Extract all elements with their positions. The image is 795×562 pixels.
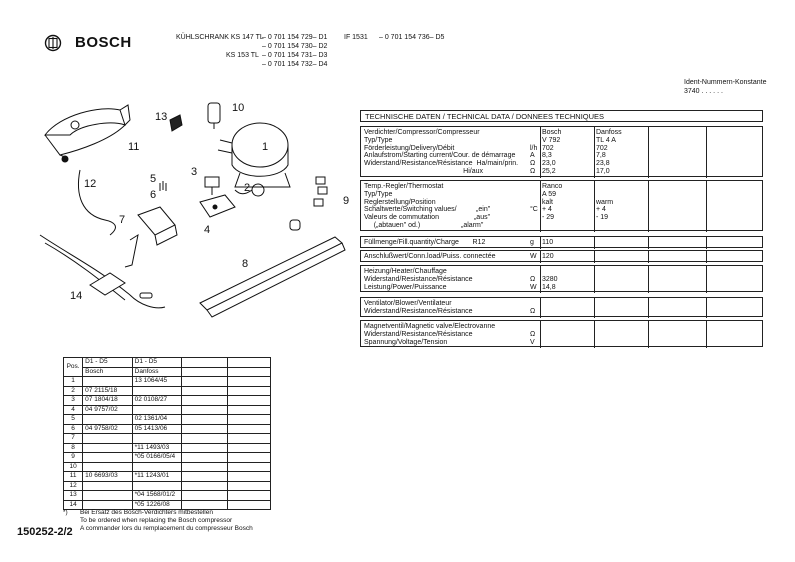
tech-label: Valeurs de commutation „aus" <box>364 214 491 222</box>
parts-cell <box>182 396 227 406</box>
tech-label: Schaltwerte/Switching values/ „ein" <box>364 206 491 214</box>
parts-pos: 2 <box>64 386 83 396</box>
parts-cell <box>227 472 270 482</box>
tech-label: Widerstand/Resistance/Résistance <box>364 330 473 338</box>
tech-value-1: Bosch <box>542 129 562 136</box>
tech-unit: V <box>530 338 535 346</box>
parts-cell: 13 1064/45 <box>132 377 181 387</box>
footnote-line-2: To be ordered when replacing the Bosch compressor <box>80 517 233 524</box>
parts-cell <box>227 481 270 491</box>
parts-table <box>63 357 271 510</box>
tech-col-divider <box>594 266 595 293</box>
part-3-relay-drawing <box>205 177 219 195</box>
tech-col-divider <box>540 181 541 232</box>
tech-col-divider <box>594 251 595 263</box>
tech-label: Temp.-Regler/Thermostat <box>364 183 444 190</box>
tech-label: Typ/Type <box>364 190 393 198</box>
code-1: – 0 701 154 729– D1 <box>262 34 328 41</box>
parts-cell <box>132 462 181 472</box>
tech-label: Füllmenge/Fill.quantity/Charge R12 <box>364 239 486 246</box>
parts-cell <box>83 491 132 501</box>
code-4: – 0 701 154 732– D4 <box>262 61 328 68</box>
tech-unit: °C <box>530 206 538 214</box>
parts-cell <box>83 481 132 491</box>
tech-label: Heizung/Heater/Chauffage <box>364 268 447 275</box>
ident-value: 3740 . . . . . . <box>684 88 723 95</box>
col-head-danfoss: D1 - D5 <box>132 358 181 368</box>
tech-label: Spannung/Voltage/Tension <box>364 338 448 346</box>
parts-row <box>64 424 271 434</box>
parts-cell: *04 1568/01/2 <box>132 491 181 501</box>
parts-cell <box>182 481 227 491</box>
parts-cell: 02 1361/04 <box>132 415 181 425</box>
col-sub-empty-1 <box>182 367 227 377</box>
parts-cell <box>227 462 270 472</box>
parts-pos: 7 <box>64 434 83 444</box>
col-sub-bosch: Bosch <box>83 367 132 377</box>
parts-cell <box>182 491 227 501</box>
parts-cell <box>182 462 227 472</box>
parts-cell <box>83 453 132 463</box>
bosch-logo-icon <box>44 34 62 52</box>
parts-cell <box>227 386 270 396</box>
tech-col-divider <box>648 266 649 293</box>
parts-pos: 1 <box>64 377 83 387</box>
tech-col-divider <box>648 127 649 178</box>
tech-unit: g <box>530 239 534 246</box>
parts-cell <box>83 377 132 387</box>
parts-row <box>64 415 271 425</box>
parts-cell <box>83 443 132 453</box>
parts-cell: 07 2115/18 <box>83 386 132 396</box>
tech-label: Anschlußwert/Conn.load/Puiss. connectée <box>364 253 496 260</box>
parts-cell: 05 1413/06 <box>132 424 181 434</box>
tech-label: Widerstand/Resistance/Résistance <box>364 307 473 315</box>
tech-unit: W <box>530 253 537 260</box>
parts-row <box>64 405 271 415</box>
code-3: – 0 701 154 731– D3 <box>262 52 328 59</box>
parts-cell: *05 1226/08 <box>132 500 181 510</box>
model-1: KÜHLSCHRANK KS 147 TL <box>176 34 264 41</box>
col-head-bosch: D1 - D5 <box>83 358 132 368</box>
parts-row <box>64 377 271 387</box>
part-13-clip-drawing <box>170 115 182 131</box>
tech-section-5 <box>360 265 763 292</box>
model-2: KS 153 TL <box>226 52 259 59</box>
tech-label: Verdichter/Compressor/Compresseur <box>364 129 480 136</box>
tech-unit: A <box>530 152 535 160</box>
parts-cell <box>182 424 227 434</box>
parts-cell: *11 1243/01 <box>132 472 181 482</box>
tech-label: Anlaufstrom/Starting current/Cour. de démarrage <box>364 152 516 160</box>
tech-col-divider <box>540 237 541 249</box>
tech-col-divider <box>706 298 707 318</box>
tech-label: Magnetventil/Magnetic valve/Electrovanne <box>364 323 496 330</box>
part-9-feet-drawing <box>290 177 327 230</box>
parts-row <box>64 453 271 463</box>
parts-cell <box>227 377 270 387</box>
parts-cell <box>227 453 270 463</box>
tech-section-7 <box>360 320 763 347</box>
part-7-bracket-drawing <box>125 235 138 267</box>
parts-pos: 13 <box>64 491 83 501</box>
tech-value-1: 110 <box>542 239 554 246</box>
part-14-cable-drawing <box>40 235 165 308</box>
tech-value-2: + 4 <box>596 206 606 214</box>
tech-value-1: + 4 <box>542 206 552 214</box>
parts-cell <box>182 443 227 453</box>
tech-label: Hi/aux <box>364 168 484 175</box>
tech-col-divider <box>706 127 707 178</box>
tech-col-divider <box>648 251 649 263</box>
parts-row <box>64 481 271 491</box>
tech-col-divider <box>594 127 595 178</box>
parts-row <box>64 462 271 472</box>
tech-value-1: kalt <box>542 198 553 206</box>
tech-label: Reglerstellung/Position <box>364 198 436 206</box>
code-2: – 0 701 154 730– D2 <box>262 43 328 50</box>
tech-unit: l/h <box>530 144 538 152</box>
tech-value-2: - 19 <box>596 214 609 222</box>
parts-cell <box>182 386 227 396</box>
callout-3: 3 <box>191 166 198 178</box>
parts-row <box>64 491 271 501</box>
parts-pos: 14 <box>64 500 83 510</box>
tech-value-2: warm <box>596 198 614 206</box>
parts-cell: *05 0166/05/4 <box>132 453 181 463</box>
tech-col-divider <box>648 181 649 232</box>
tech-label: Leistung/Power/Puissance <box>364 283 447 291</box>
parts-cell <box>182 415 227 425</box>
parts-pos: 8 <box>64 443 83 453</box>
tech-label: Widerstand/Resistance/Résistance <box>364 275 473 283</box>
part-11-housing-drawing <box>45 105 130 162</box>
parts-cell <box>227 500 270 510</box>
tech-label: („abtauen" od.) „alarm" <box>364 222 484 229</box>
tech-value-2: 23,8 <box>596 160 610 168</box>
tech-col-divider <box>540 298 541 318</box>
footnote-mark: *) <box>63 509 68 516</box>
footnote-line-1: Bei Ersatz des Bosch-Verdichters mitbestellen <box>80 509 213 516</box>
tech-title-bar <box>360 110 763 122</box>
part-4-thermostat-drawing <box>200 195 235 217</box>
parts-cell <box>227 434 270 444</box>
tech-col-divider <box>648 321 649 348</box>
tech-col-divider <box>540 251 541 263</box>
part-1-compressor-drawing <box>218 123 290 187</box>
parts-cell: 07 1804/18 <box>83 396 132 406</box>
tech-value-1: - 29 <box>542 214 555 222</box>
tech-col-divider <box>706 181 707 232</box>
parts-cell <box>132 434 181 444</box>
parts-cell: 04 9757/02 <box>83 405 132 415</box>
parts-cell <box>182 405 227 415</box>
tech-section-1 <box>360 126 763 177</box>
parts-cell <box>132 405 181 415</box>
tech-label: Förderleistung/Delivery/Débit <box>364 144 455 152</box>
brand-name: BOSCH <box>75 34 132 51</box>
tech-col-divider <box>706 266 707 293</box>
tech-col-divider <box>648 237 649 249</box>
tech-col-divider <box>594 237 595 249</box>
parts-cell: 02 0108/27 <box>132 396 181 406</box>
tech-value-2: Danfoss <box>596 129 622 136</box>
parts-sub-row <box>64 367 271 377</box>
tech-title: TECHNISCHE DATEN / TECHNICAL DATA / DONNEES TECHNIQUES <box>365 112 605 121</box>
tech-value-1: 3280 <box>542 275 558 283</box>
part-6-box-drawing <box>138 207 177 245</box>
parts-row <box>64 443 271 453</box>
tech-unit: W <box>530 283 537 291</box>
parts-pos: 10 <box>64 462 83 472</box>
parts-cell <box>83 462 132 472</box>
callout-14: 14 <box>70 290 83 302</box>
tech-label: Widerstand/Resistance/Résistance Ha/main/prin. <box>364 160 519 168</box>
parts-cell: 10 6693/03 <box>83 472 132 482</box>
parts-cell <box>83 415 132 425</box>
callout-6: 6 <box>150 189 157 201</box>
callout-10: 10 <box>232 102 245 114</box>
parts-row <box>64 434 271 444</box>
parts-cell <box>227 443 270 453</box>
parts-cell <box>132 481 181 491</box>
tech-section-2 <box>360 180 763 231</box>
tech-value-2: 702 <box>596 144 608 152</box>
col-sub-danfoss: Danfoss <box>132 367 181 377</box>
parts-cell <box>182 472 227 482</box>
parts-pos: 5 <box>64 415 83 425</box>
tech-value-2: 7,8 <box>596 152 606 160</box>
code-5: – 0 701 154 736– D5 <box>379 34 445 41</box>
callout-11: 11 <box>128 141 140 153</box>
tech-unit: Ω <box>530 330 536 338</box>
parts-cell <box>227 405 270 415</box>
parts-cell <box>182 377 227 387</box>
parts-cell <box>182 434 227 444</box>
tech-col-divider <box>540 266 541 293</box>
tech-value-1: 702 <box>542 144 554 152</box>
callout-9: 9 <box>343 195 350 207</box>
tech-value-2: TL 4 A <box>596 136 616 144</box>
callout-12: 12 <box>84 178 97 190</box>
tech-unit: Ω <box>530 160 536 168</box>
tech-value-1: 8,3 <box>542 152 552 160</box>
pos-header: Pos. <box>64 358 83 377</box>
callout-7: 7 <box>119 214 126 226</box>
col-head-empty-1 <box>182 358 227 368</box>
tech-col-divider <box>706 251 707 263</box>
tech-value-1: 14,8 <box>542 283 556 291</box>
callout-8: 8 <box>242 258 249 270</box>
tech-section-4 <box>360 250 763 262</box>
ident-title: Ident-Nummern-Konstante <box>684 79 767 86</box>
callout-1: 1 <box>262 141 269 153</box>
tech-col-divider <box>540 127 541 178</box>
parts-pos: 11 <box>64 472 83 482</box>
col-sub-empty-2 <box>227 367 270 377</box>
callout-4: 4 <box>204 224 211 236</box>
tech-col-divider <box>594 321 595 348</box>
tech-unit: Ω <box>530 275 536 283</box>
tech-section-6 <box>360 297 763 317</box>
tech-col-divider <box>706 237 707 249</box>
part-8-rail-drawing <box>200 237 345 317</box>
document-number: 150252-2/2 <box>17 526 73 538</box>
tech-value-1: 120 <box>542 253 554 260</box>
callout-2: 2 <box>244 182 251 194</box>
parts-cell <box>227 424 270 434</box>
footnote-line-3: A commander lors du remplacement du compresseur Bosch <box>80 525 253 532</box>
parts-head-row <box>64 358 271 368</box>
parts-cell: 04 9758/02 <box>83 424 132 434</box>
parts-row <box>64 386 271 396</box>
parts-pos: 12 <box>64 481 83 491</box>
tech-col-divider <box>540 321 541 348</box>
tech-value-2: 17,0 <box>596 168 610 175</box>
parts-cell <box>227 491 270 501</box>
parts-cell <box>132 386 181 396</box>
parts-pos: 4 <box>64 405 83 415</box>
parts-pos: 3 <box>64 396 83 406</box>
tech-col-divider <box>648 298 649 318</box>
parts-cell <box>227 415 270 425</box>
tech-col-divider <box>706 321 707 348</box>
parts-cell <box>83 434 132 444</box>
tech-value-1: 23,0 <box>542 160 556 168</box>
callout-13: 13 <box>155 111 168 123</box>
part-5-pins-drawing <box>160 181 166 191</box>
tech-unit: Ω <box>530 168 536 175</box>
parts-cell <box>182 453 227 463</box>
parts-cell: *11 1493/03 <box>132 443 181 453</box>
parts-pos: 6 <box>64 424 83 434</box>
tech-col-divider <box>594 181 595 232</box>
parts-row <box>64 396 271 406</box>
tech-col-divider <box>594 298 595 318</box>
parts-cell <box>227 396 270 406</box>
tech-label: Ventilator/Blower/Ventilateur <box>364 300 452 307</box>
col-head-empty-2 <box>227 358 270 368</box>
tech-unit: Ω <box>530 307 536 315</box>
tech-value-1: V 792 <box>542 136 561 144</box>
parts-pos: 9 <box>64 453 83 463</box>
callout-5: 5 <box>150 173 157 185</box>
tech-section-3 <box>360 236 763 248</box>
part-10-capacitor-drawing <box>208 103 220 129</box>
tech-value-1: Ranco <box>542 183 563 190</box>
tech-label: Typ/Type <box>364 136 393 144</box>
tech-value-1: A 59 <box>542 190 557 198</box>
parts-row <box>64 472 271 482</box>
tech-value-1: 25,2 <box>542 168 556 175</box>
extra-model: IF 1531 <box>344 34 368 41</box>
